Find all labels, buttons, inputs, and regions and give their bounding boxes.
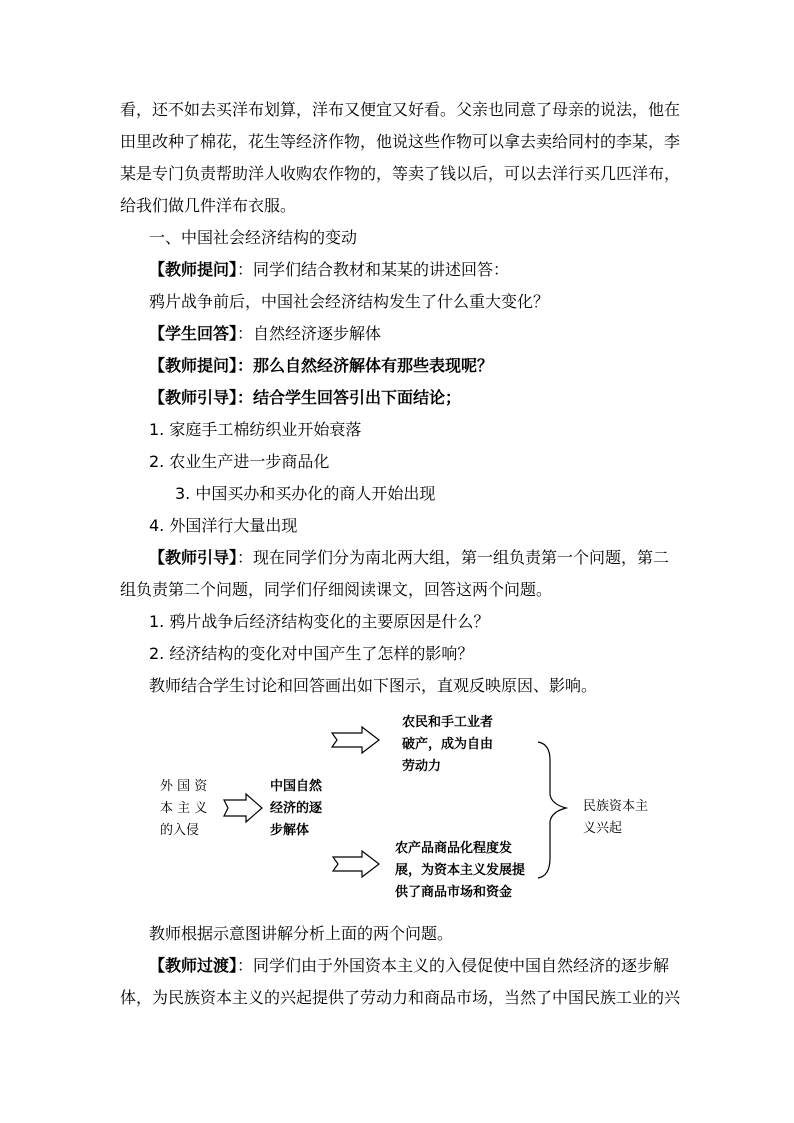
paragraph-line: 教师根据示意图讲解分析上面的两个问题。: [149, 924, 454, 943]
teacher-question-text: ：那么自然经济解体有那些表现呢？: [237, 356, 494, 375]
diagram-node-text: 农民和手工业者: [402, 715, 494, 730]
diagram-node-text: 的入侵: [160, 823, 200, 838]
question-item: 1. 鸦片战争后经济结构变化的主要原因是什么？: [149, 612, 490, 631]
diagram-node-text: 本 主 义: [160, 801, 208, 816]
paragraph-text: 给我们做几件洋布衣服。: [120, 196, 297, 215]
arrow-right-icon: [332, 727, 379, 753]
diagram-node-text: 劳动力: [402, 759, 442, 774]
paragraph-line: 体，为民族资本主义的兴起提供了劳动力和商品市场，当然了中国民族工业的兴: [120, 988, 680, 1007]
diagram-node-text: 经济的逐: [270, 801, 323, 816]
list-item: 4. 外国洋行大量出现: [149, 516, 298, 535]
diagram-node-text: 民族资本主: [583, 799, 649, 814]
teacher-guide-tag: 【教师引导】: [149, 548, 238, 567]
diagram-intro: 教师结合学生讨论和回答画出如下图示，直观反映原因、影响。: [149, 676, 598, 695]
teacher-guide-tag: 【教师引导】: [149, 388, 238, 407]
arrow-right-icon: [333, 851, 379, 877]
diagram-node-text: 中国自然: [270, 779, 323, 794]
diagram-node-text: 破产，成为自由: [402, 737, 494, 752]
diagram-node-text: 展，为资本主义发展提: [395, 863, 526, 878]
paragraph-text: 看，还不如去买洋布划算，洋布又便宜又好看。父亲也同意了母亲的说法，他在: [120, 100, 680, 119]
teacher-guide-text: ：结合学生回答引出下面结论；: [237, 388, 462, 407]
list-item: 3. 中国买办和买办化的商人开始出现: [175, 484, 436, 503]
teacher-transition-tag: 【教师过渡】: [149, 956, 238, 975]
teacher-question-text: ：同学们结合教材和某某的讲述回答：: [237, 260, 510, 279]
student-answer-tag: 【学生回答】: [149, 324, 238, 343]
brace-icon: [538, 742, 566, 878]
teacher-question-tag: 【教师提问】: [149, 356, 238, 375]
question-text: 鸦片战争前后，中国社会经济结构发生了什么重大变化？: [149, 292, 550, 311]
diagram-node-text: 外 国 资: [160, 779, 208, 794]
teacher-guide-text: ：现在同学们分为南北两大组，第一组负责第一个问题，第二: [237, 548, 670, 567]
diagram-node-text: 义兴起: [583, 821, 623, 836]
paragraph-text: 田里改种了棉花，花生等经济作物，他说这些作物可以拿去卖给同村的李某，李: [120, 132, 680, 151]
list-item: 2. 农业生产进一步商品化: [149, 452, 330, 471]
question-item: 2. 经济结构的变化对中国产生了怎样的影响？: [149, 644, 474, 663]
paragraph-line: 组负责第二个问题，同学们仔细阅读课文，回答这两个问题。: [120, 580, 553, 599]
diagram-node-text: 步解体: [270, 823, 310, 838]
teacher-transition-text: ：同学们由于外国资本主义的入侵促使中国自然经济的逐步解: [237, 956, 670, 975]
diagram-node-text: 农产品商品化程度发: [395, 841, 513, 856]
section-title: 一、中国社会经济结构的变动: [149, 228, 358, 247]
list-item: 1. 家庭手工棉纺织业开始衰落: [149, 420, 362, 439]
paragraph-text: 某是专门负责帮助洋人收购农作物的，等卖了钱以后，可以去洋行买几匹洋布，: [120, 164, 680, 183]
arrow-right-icon: [224, 794, 262, 822]
teacher-question-tag: 【教师提问】: [149, 260, 238, 279]
teacher-transition-line: [149, 956, 680, 976]
diagram-node-text: 供了商品市场和资金: [395, 885, 513, 900]
student-answer-text: ：自然经济逐步解体: [237, 324, 382, 343]
